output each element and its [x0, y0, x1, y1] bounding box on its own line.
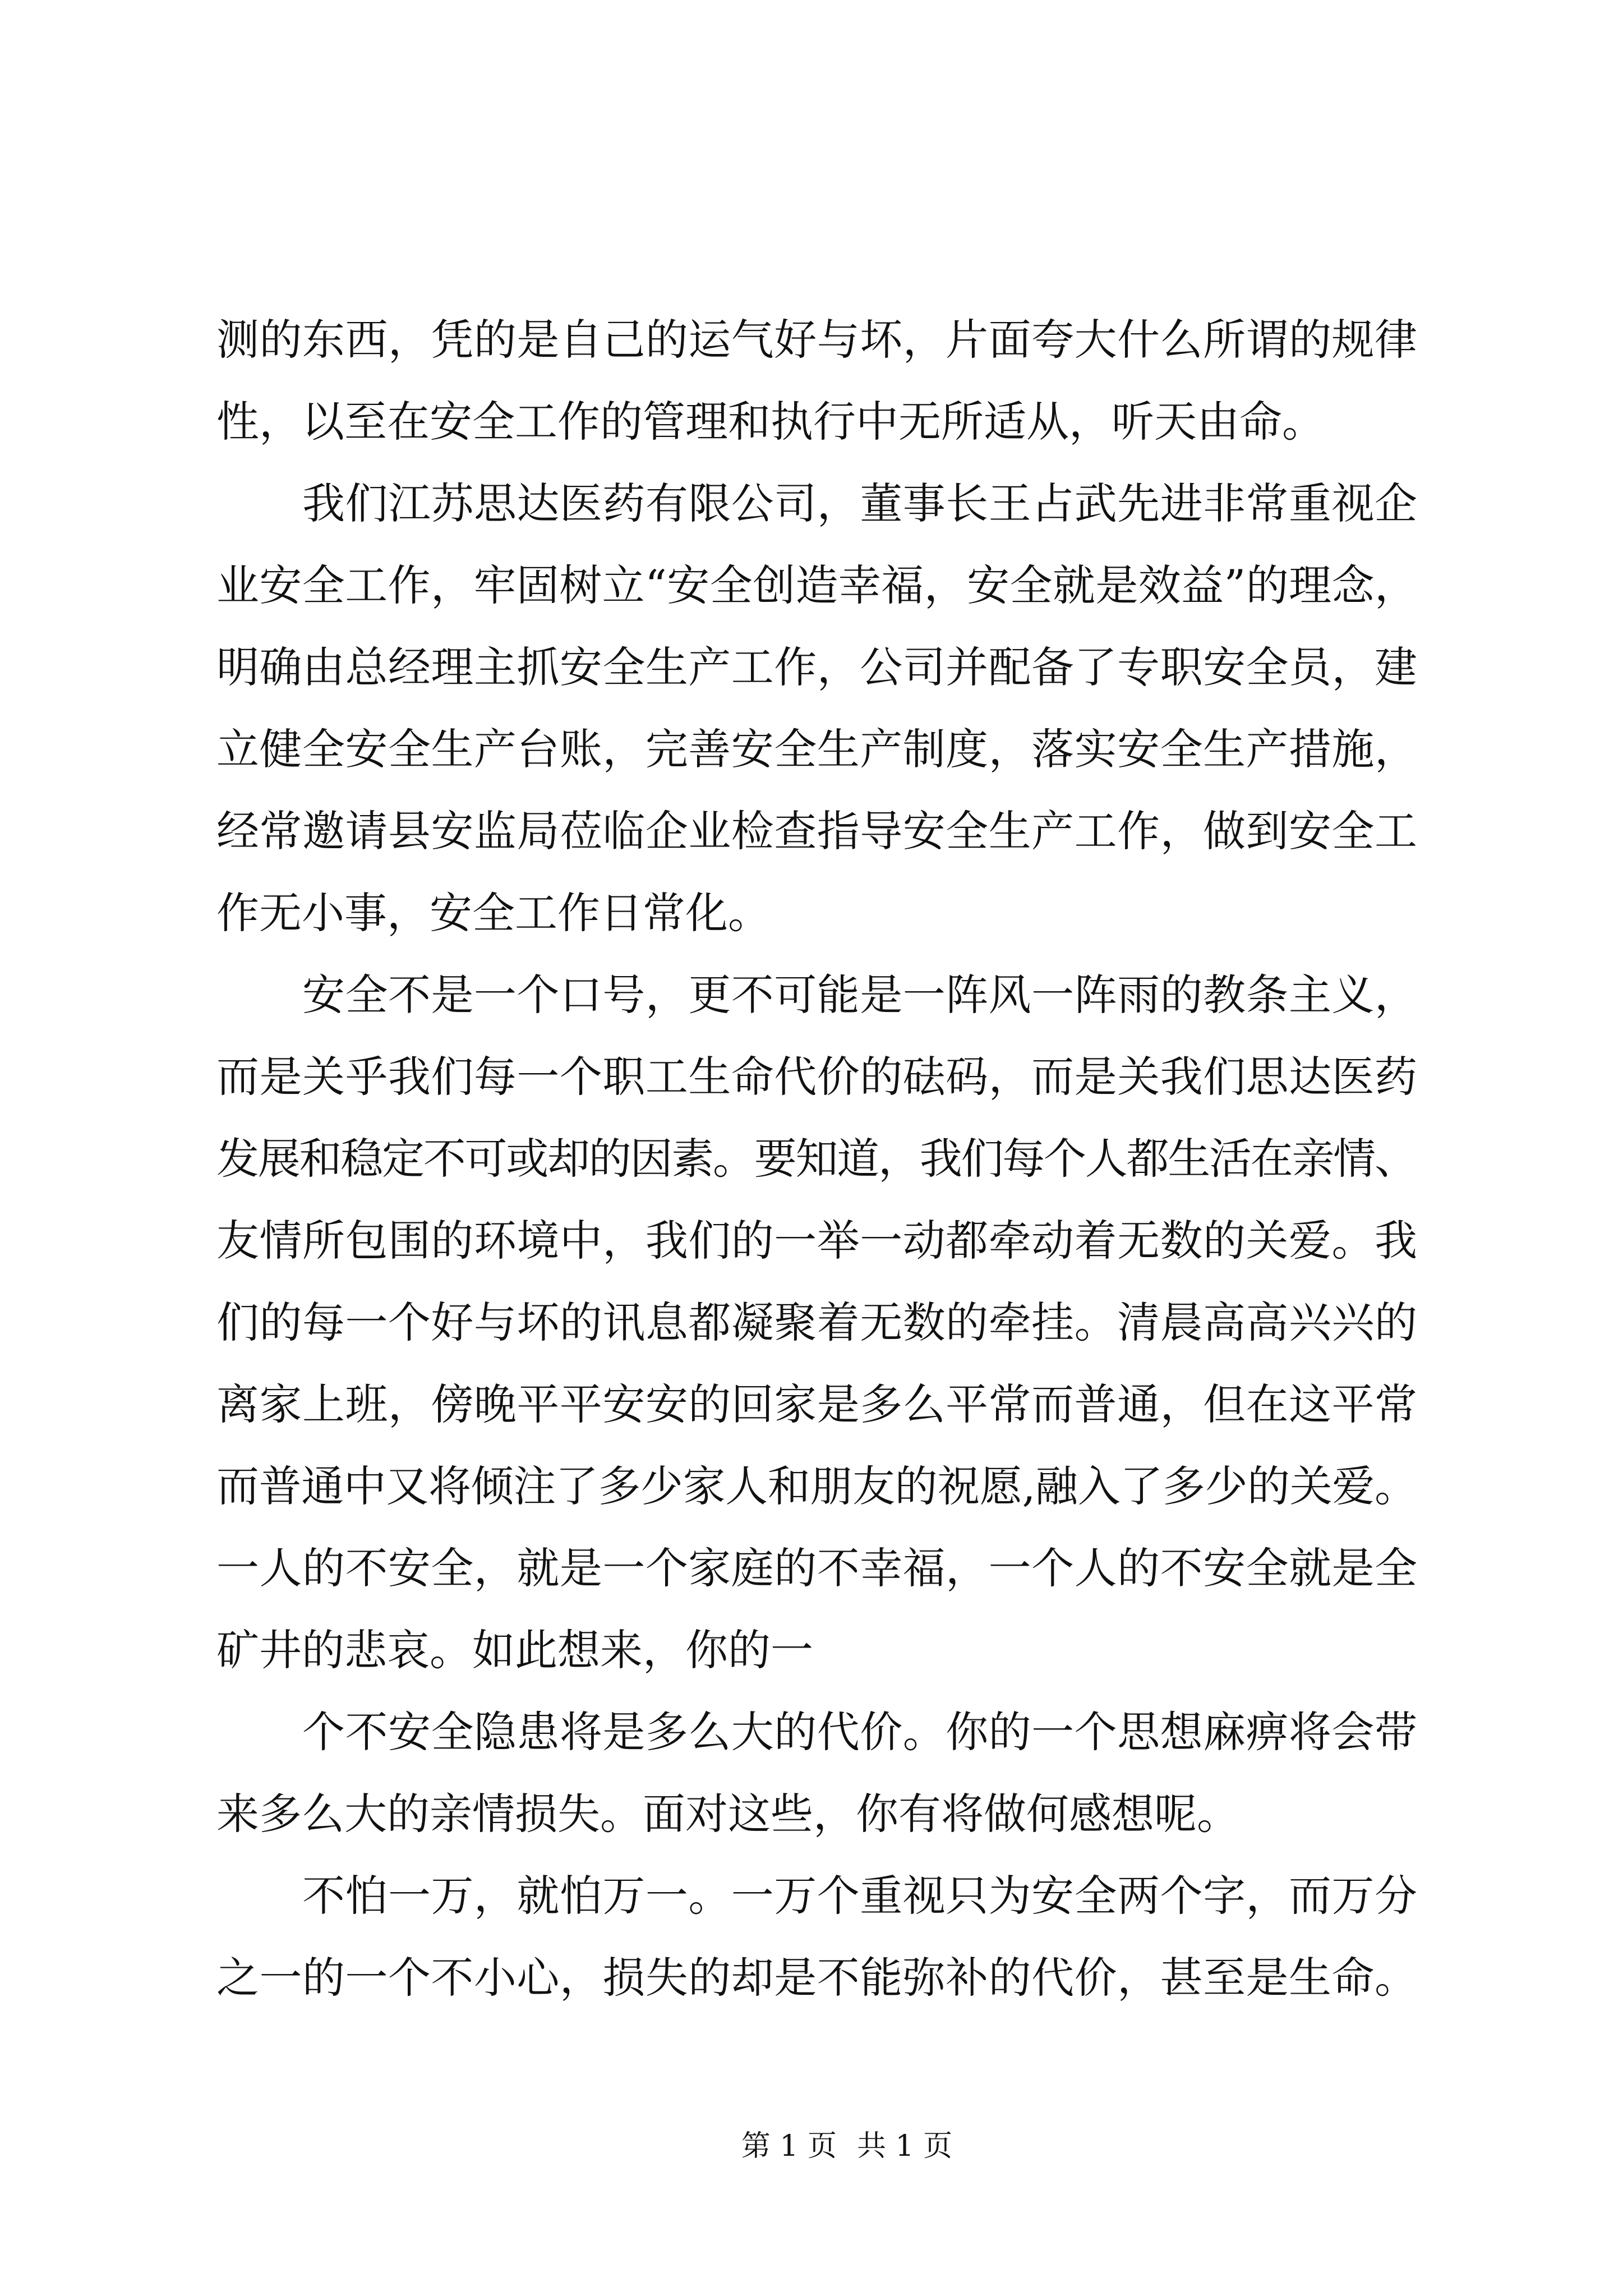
text-line: 发展和稳定不可或却的因素。要知道，我们每个人都生活在亲情、 — [216, 1134, 1416, 1184]
paragraph — [216, 463, 1417, 954]
text-line: 离家上班，傍晚平平安安的回家是多么平常而普通，但在这平常 — [216, 1379, 1418, 1429]
text-line: 们的每一个好与坏的讯息都凝聚着无数的牵挂。清晨高高兴兴的 — [216, 1297, 1418, 1347]
text-line: 明确由总经理主抓安全生产工作，公司并配备了专职安全员，建 — [216, 642, 1418, 692]
text-line: 性，以至在安全工作的管理和执行中无所适从，听天由命。 — [216, 397, 1325, 447]
text-line: 我们江苏思达医药有限公司，董事长王占武先进非常重视企 — [302, 478, 1418, 528]
paragraph — [216, 1691, 1417, 1855]
text-line: 一人的不安全，就是一个家庭的不幸福，一个人的不安全就是全 — [216, 1543, 1418, 1593]
text-line: 个不安全隐患将是多么大的代价。你的一个思想麻痹将会带 — [302, 1707, 1418, 1757]
text-line: 而是关乎我们每一个职工生命代价的砝码，而是关我们思达医药 — [216, 1052, 1418, 1102]
text-line: 业安全工作，牢固树立“安全创造幸福，安全就是效益”的理念， — [216, 560, 1418, 610]
text-line: 作无小事，安全工作日常化。 — [216, 888, 771, 938]
footer-page-number: 第 1 页 — [741, 2129, 837, 2163]
text-line: 友情所包围的环境中，我们的一举一动都牵动着无数的关爱。我 — [216, 1216, 1418, 1266]
text-line: 来多么大的亲情损失。面对这些，你有将做何感想呢。 — [216, 1789, 1239, 1839]
text-line: 立健全安全生产台账，完善安全生产制度，落实安全生产措施， — [216, 724, 1418, 774]
paragraph — [216, 299, 1417, 463]
paragraph — [216, 1855, 1417, 2019]
paragraph — [216, 954, 1417, 1691]
text-line: 经常邀请县安监局莅临企业检查指导安全生产工作，做到安全工 — [216, 806, 1418, 856]
text-line: 而普通中又将倾注了多少家人和朋友的祝愿,融入了多少的关爱。 — [216, 1461, 1417, 1511]
text-line: 矿井的悲哀。如此想来，你的一 — [216, 1625, 813, 1675]
text-line: 安全不是一个口号，更不可能是一阵风一阵雨的教条主义， — [302, 970, 1418, 1020]
text-line: 测的东西，凭的是自己的运气好与坏，片面夸大什么所谓的规律 — [216, 315, 1418, 365]
footer-total-pages: 共 1 页 — [857, 2129, 953, 2163]
document-body — [216, 299, 1417, 2019]
text-line: 之一的一个不小心，损失的却是不能弥补的代价，甚至是生命。 — [216, 1953, 1418, 2003]
page-footer — [623, 2126, 1071, 2166]
text-line: 不怕一万，就怕万一。一万个重视只为安全两个字，而万分 — [302, 1871, 1418, 1921]
